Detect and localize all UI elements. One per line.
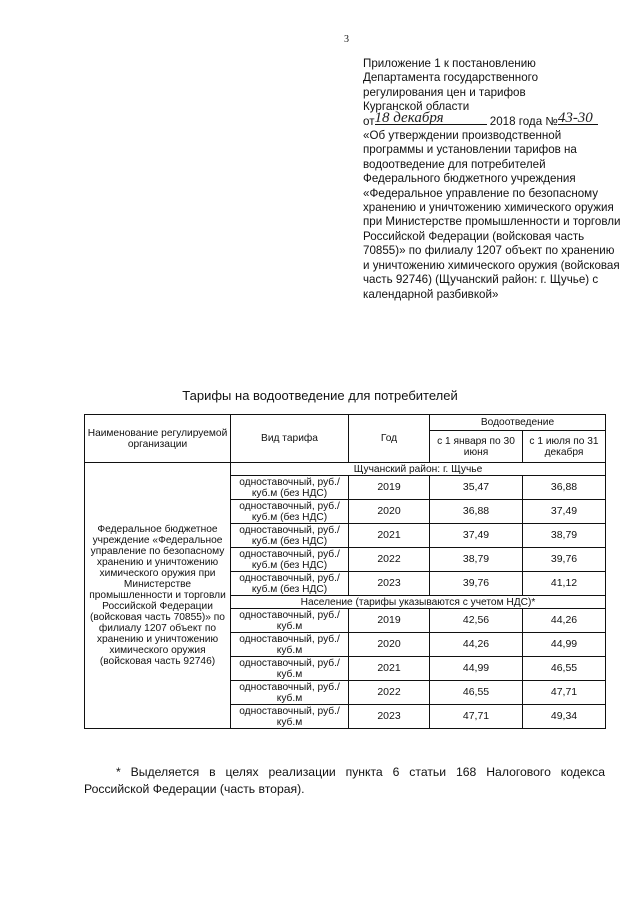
- handwritten-date: 18 декабря: [375, 112, 487, 125]
- date-suffix: 2018 года №: [489, 114, 558, 128]
- page-number: 3: [344, 34, 349, 45]
- half1-value: 37,49: [430, 524, 523, 548]
- year-cell: 2019: [349, 476, 430, 500]
- year-cell: 2021: [349, 524, 430, 548]
- half1-value: 46,55: [430, 681, 523, 705]
- tariff-type-cell: одноставочный, руб./куб.м (без НДС): [231, 476, 349, 500]
- half2-value: 47,71: [523, 681, 606, 705]
- tariff-type-cell: одноставочный, руб./куб.м (без НДС): [231, 524, 349, 548]
- tariff-type-cell: одноставочный, руб./куб.м: [231, 633, 349, 657]
- appendix-line-4: Курганской области: [363, 100, 470, 114]
- tariff-type-cell: одноставочный, руб./куб.м (без НДС): [231, 500, 349, 524]
- year-cell: 2020: [349, 633, 430, 657]
- tariff-table: [84, 414, 606, 729]
- year-cell: 2020: [349, 500, 430, 524]
- half1-value: 44,26: [430, 633, 523, 657]
- header-tariff-type: Вид тарифа: [231, 415, 349, 463]
- header-year: Год: [349, 415, 430, 463]
- tariff-type-cell: одноставочный, руб./куб.м (без НДС): [231, 548, 349, 572]
- half2-value: 38,79: [523, 524, 606, 548]
- header-half2: с 1 июля по 31 декабря: [523, 431, 606, 463]
- tariff-type-cell: одноставочный, руб./куб.м: [231, 705, 349, 729]
- handwritten-number: 43-30: [558, 112, 598, 125]
- half1-value: 35,47: [430, 476, 523, 500]
- half2-value: 46,55: [523, 657, 606, 681]
- tariff-type-cell: одноставочный, руб./куб.м: [231, 609, 349, 633]
- appendix-line-2: Департамента государственного: [363, 71, 539, 85]
- year-cell: 2021: [349, 657, 430, 681]
- header-org: Наименование регулируемой организации: [85, 415, 231, 463]
- half1-value: 44,99: [430, 657, 523, 681]
- half1-value: 47,71: [430, 705, 523, 729]
- resolution-title: «Об утверждении производственной программы и установлении тарифов на водоотведение для потребителей Федерального бюджетного учреждения «Федеральное управление по безопасному хранению и уничтожению химического оружия при Министерстве промышленности и торговли Российской Федерации (войсковая часть 70855)» по филиалу 1207 объект по хранению и уничтожению химического оружия (войсковая часть 92746) (Щучанский район: г. Щучье) с календарной разбивкой»: [363, 129, 621, 301]
- half2-value: 36,88: [523, 476, 606, 500]
- half1-value: 42,56: [430, 609, 523, 633]
- tariff-type-cell: одноставочный, руб./куб.м (без НДС): [231, 572, 349, 596]
- appendix-line-3: регулирования цен и тарифов: [363, 85, 526, 99]
- tariff-type-cell: одноставочный, руб./куб.м: [231, 681, 349, 705]
- tariff-type-cell: одноставочный, руб./куб.м: [231, 657, 349, 681]
- group-label-population: Население (тарифы указываются с учетом НДС)*: [231, 596, 606, 609]
- year-cell: 2023: [349, 705, 430, 729]
- group-label-district: Щучанский район: г. Щучье: [231, 463, 606, 476]
- header-group: Водоотведение: [430, 415, 606, 431]
- half1-value: 36,88: [430, 500, 523, 524]
- half2-value: 39,76: [523, 548, 606, 572]
- footnote: * Выделяется в целях реализации пункта 6 статьи 168 Налогового кодекса Российской Федерации (часть вторая).: [84, 765, 605, 796]
- half1-value: 39,76: [430, 572, 523, 596]
- date-prefix: от: [363, 114, 375, 128]
- year-cell: 2019: [349, 609, 430, 633]
- half2-value: 44,99: [523, 633, 606, 657]
- half2-value: 37,49: [523, 500, 606, 524]
- half2-value: 41,12: [523, 572, 606, 596]
- table-title: Тарифы на водоотведение для потребителей: [182, 388, 458, 403]
- appendix-date-line: [363, 109, 623, 129]
- half1-value: 38,79: [430, 548, 523, 572]
- appendix-line-1: Приложение 1 к постановлению: [363, 57, 536, 70]
- year-cell: 2022: [349, 681, 430, 705]
- half2-value: 44,26: [523, 609, 606, 633]
- year-cell: 2022: [349, 548, 430, 572]
- half2-value: 49,34: [523, 705, 606, 729]
- appendix-header: [363, 57, 623, 302]
- year-cell: 2023: [349, 572, 430, 596]
- header-half1: с 1 января по 30 июня: [430, 431, 523, 463]
- org-name-cell: Федеральное бюджетное учреждение «Федеральное управление по безопасному хранению и уничтожению химического оружия при Министерстве промышленности и торговли Российской Федерации (войсковая часть 70855)» по филиалу 1207 объект по хранению и уничтожению химического оружия (войсковая часть 92746): [85, 463, 231, 729]
